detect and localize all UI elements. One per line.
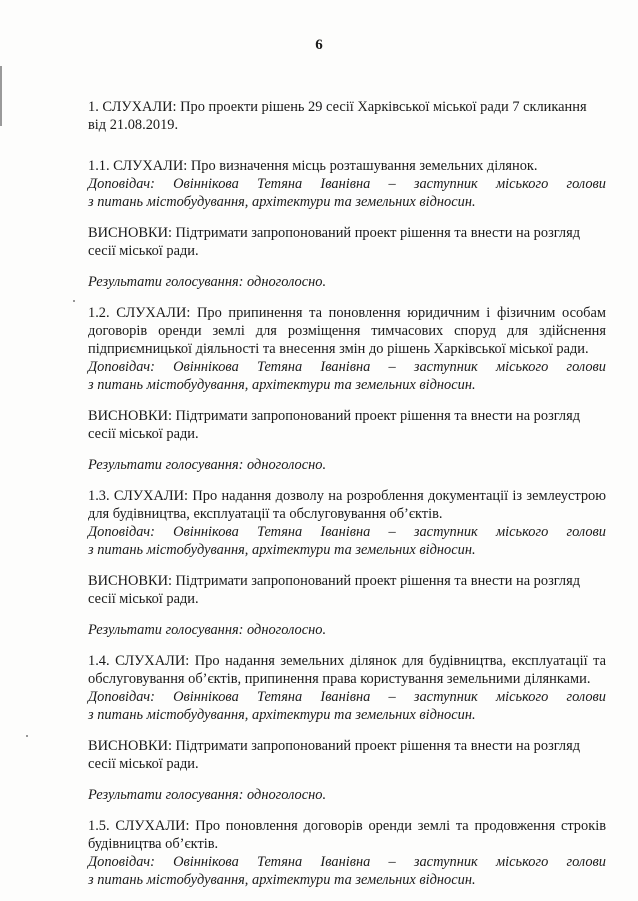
item-conclusion: ВИСНОВКИ: Підтримати запропонований проект рішення та внести на розгляд сесії міської ради. xyxy=(88,408,581,442)
item-speaker xyxy=(88,358,606,394)
agenda-item xyxy=(88,652,606,804)
item-vote-result: Результати голосування: одноголосно. xyxy=(88,787,327,803)
scan-speck xyxy=(73,300,75,302)
agenda-item xyxy=(88,304,606,474)
minutes-body xyxy=(88,98,606,889)
item-heard: 1.2. СЛУХАЛИ: Про припинення та поновлення юридичним і фізичним особам договорів оренди землі для розміщення тимчасових споруд для здійснення підприємницької діяльності та внесення змін до рішень Харківської міської ради. xyxy=(88,305,606,357)
item-conclusion: ВИСНОВКИ: Підтримати запропонований проект рішення та внести на розгляд сесії міської ради. xyxy=(88,573,581,607)
item-heard: 1.1. СЛУХАЛИ: Про визначення місць розташування земельних ділянок. xyxy=(88,158,538,174)
scan-speck xyxy=(26,735,28,737)
item-conclusion: ВИСНОВКИ: Підтримати запропонований проект рішення та внести на розгляд сесії міської ради. xyxy=(88,225,581,259)
speaker-line: Доповідач: Овіннікова Тетяна Іванівна – заступник міського голови xyxy=(88,524,606,540)
item-conclusion: ВИСНОВКИ: Підтримати запропонований проект рішення та внести на розгляд сесії міської ради. xyxy=(88,738,581,772)
item-vote-result: Результати голосування: одноголосно. xyxy=(88,457,327,473)
item-heard: 1.4. СЛУХАЛИ: Про надання земельних ділянок для будівництва, експлуатації та обслуговування об’єктів, припинення права користування земельними ділянками. xyxy=(88,653,606,687)
speaker-line: з питань містобудування, архітектури та земельних відносин. xyxy=(88,707,476,723)
speaker-line: Доповідач: Овіннікова Тетяна Іванівна – заступник міського голови xyxy=(88,689,606,705)
speaker-line: з питань містобудування, архітектури та земельних відносин. xyxy=(88,872,476,888)
speaker-line: з питань містобудування, архітектури та земельних відносин. xyxy=(88,194,476,210)
agenda-item xyxy=(88,487,606,639)
speaker-line: Доповідач: Овіннікова Тетяна Іванівна – заступник міського голови xyxy=(88,176,606,192)
item-vote-result: Результати голосування: одноголосно. xyxy=(88,274,327,290)
speaker-line: Доповідач: Овіннікова Тетяна Іванівна – заступник міського голови xyxy=(88,359,606,375)
item-speaker xyxy=(88,175,606,211)
item-heard: 1.5. СЛУХАЛИ: Про поновлення договорів оренди землі та продовження строків будівництва об’єктів. xyxy=(88,818,606,852)
item-speaker xyxy=(88,688,606,724)
page-number: 6 xyxy=(315,37,323,53)
item-speaker xyxy=(88,853,606,889)
scan-edge-mark xyxy=(0,66,2,126)
item-speaker xyxy=(88,523,606,559)
agenda-item xyxy=(88,817,606,889)
agenda-item xyxy=(88,157,606,291)
item-heard: 1.3. СЛУХАЛИ: Про надання дозволу на розроблення документації із землеустрою для будівництва, експлуатації та обслуговування об’єктів. xyxy=(88,488,606,522)
speaker-line: з питань містобудування, архітектури та земельних відносин. xyxy=(88,377,476,393)
speaker-line: з питань містобудування, архітектури та земельних відносин. xyxy=(88,542,476,558)
item-vote-result: Результати голосування: одноголосно. xyxy=(88,622,327,638)
agenda-heading: 1. СЛУХАЛИ: Про проекти рішень 29 сесії Харківської міської ради 7 скликання від 21.08.2019. xyxy=(88,99,587,133)
speaker-line: Доповідач: Овіннікова Тетяна Іванівна – заступник міського голови xyxy=(88,854,606,870)
